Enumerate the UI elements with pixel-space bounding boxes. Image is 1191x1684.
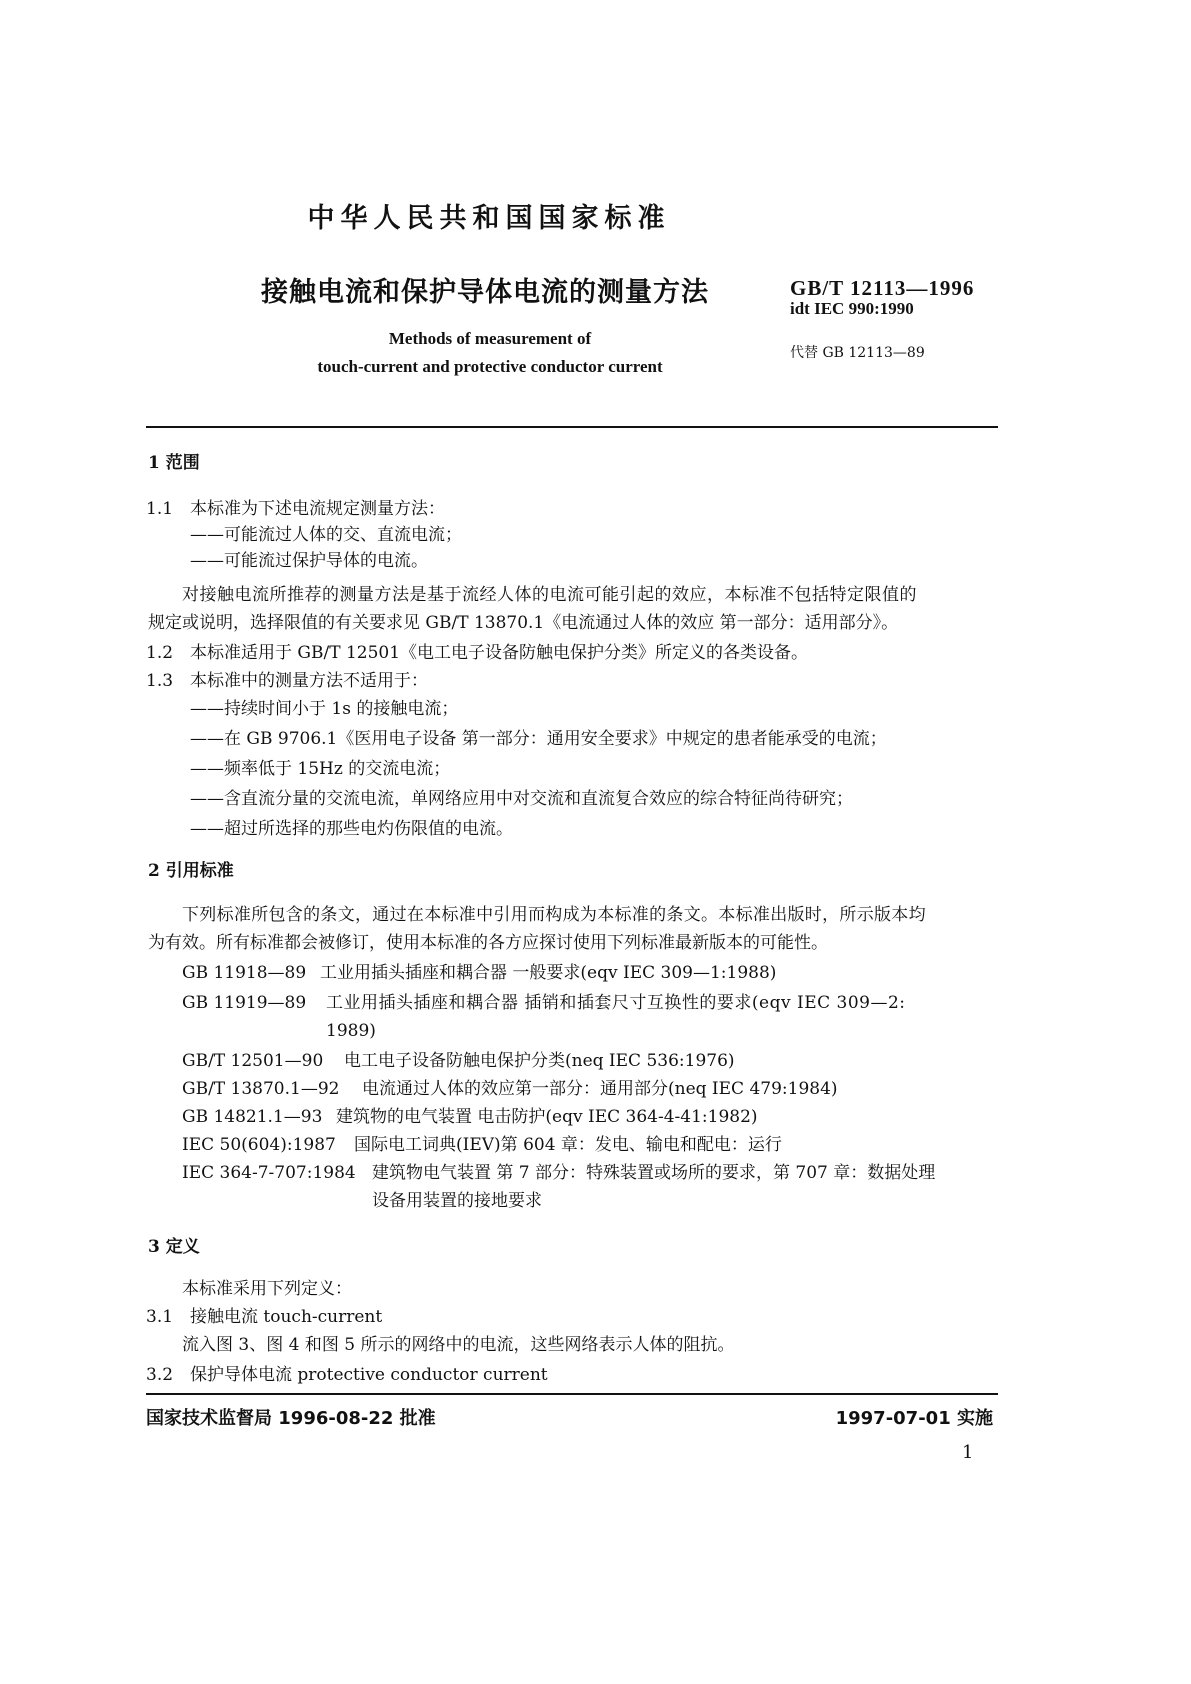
clause-1-3-item: ——频率低于 15Hz 的交流电流； <box>190 759 451 779</box>
approval-date: 国家技术监督局 1996-08-22 批准 <box>146 1408 436 1429</box>
paragraph-line: 规定或说明，选择限值的有关要求见 GB/T 13870.1《电流通过人体的效应 第一部分：适用部分》。 <box>148 613 899 633</box>
clause-1-3-text: 本标准中的测量方法不适用于： <box>190 671 428 691</box>
clause-3-2-term: 保护导体电流 protective conductor current <box>190 1365 548 1385</box>
header-divider <box>146 426 998 428</box>
document-title-cn: 接触电流和保护导体电流的测量方法 <box>261 277 709 308</box>
ref-text: 建筑物的电气装置 电击防护(eqv IEC 364-4-41:1982) <box>336 1107 758 1127</box>
section-3-intro: 本标准采用下列定义： <box>182 1279 352 1299</box>
clause-1-1-number: 1.1 <box>146 499 174 519</box>
section-1-heading: 1 范围 <box>148 453 200 473</box>
footer-divider <box>146 1393 998 1395</box>
paragraph-line: 对接触电流所推荐的测量方法是基于流经人体的电流可能引起的效应，本标准不包括特定限值的 <box>182 585 917 605</box>
clause-1-1-text: 本标准为下述电流规定测量方法： <box>190 499 445 519</box>
effective-date: 1997-07-01 实施 <box>835 1408 993 1429</box>
ref-text: 工业用插头插座和耦合器 一般要求(eqv IEC 309—1:1988) <box>320 963 777 983</box>
section-3-heading: 3 定义 <box>148 1237 200 1257</box>
ref-text: 电流通过人体的效应第一部分：通用部分(neq IEC 479:1984) <box>362 1079 838 1099</box>
ref-code: IEC 50(604):1987 <box>182 1135 336 1155</box>
idt-reference: idt IEC 990:1990 <box>790 299 914 318</box>
ref-text: 设备用装置的接地要求 <box>372 1191 542 1211</box>
paragraph-line: 下列标准所包含的条文，通过在本标准中引用而构成为本标准的条文。本标准出版时，所示版本均 <box>182 905 926 925</box>
clause-1-3-item: ——含直流分量的交流电流，单网络应用中对交流和直流复合效应的综合特征尚待研究； <box>190 789 853 809</box>
ref-code: IEC 364-7-707:1984 <box>182 1163 356 1183</box>
clause-1-3-item: ——持续时间小于 1s 的接触电流； <box>190 699 459 719</box>
section-2-heading: 2 引用标准 <box>148 861 234 881</box>
replaces-reference: 代替 GB 12113—89 <box>790 345 925 361</box>
clause-1-1-item: ——可能流过人体的交、直流电流； <box>190 525 462 545</box>
ref-code: GB/T 13870.1—92 <box>182 1079 340 1099</box>
ref-text: 电工电子设备防触电保护分类(neq IEC 536:1976) <box>344 1051 735 1071</box>
clause-1-3-item: ——在 GB 9706.1《医用电子设备 第一部分：通用安全要求》中规定的患者能承受的电流； <box>190 729 887 749</box>
clause-3-2-number: 3.2 <box>146 1365 174 1385</box>
ref-code: GB/T 12501—90 <box>182 1051 324 1071</box>
ref-code: GB 14821.1—93 <box>182 1107 323 1127</box>
page-number: 1 <box>962 1442 974 1463</box>
clause-1-2-number: 1.2 <box>146 643 174 663</box>
ref-text: 国际电工词典(IEV)第 604 章：发电、输电和配电：运行 <box>354 1135 782 1155</box>
paragraph-line: 为有效。所有标准都会被修订，使用本标准的各方应探讨使用下列标准最新版本的可能性。 <box>148 933 828 953</box>
clause-1-1-item: ——可能流过保护导体的电流。 <box>190 551 428 571</box>
standard-code: GB/T 12113—1996 <box>790 276 975 300</box>
clause-1-3-item: ——超过所选择的那些电灼伤限值的电流。 <box>190 819 513 839</box>
ref-code: GB 11918—89 <box>182 963 307 983</box>
document-title-en-line1: Methods of measurement of <box>388 329 592 348</box>
ref-text: 1989) <box>326 1021 376 1041</box>
national-standard-heading: 中华人民共和国国家标准 <box>307 203 671 234</box>
clause-3-1-term: 接触电流 touch-current <box>190 1307 383 1327</box>
ref-code: GB 11919—89 <box>182 993 307 1013</box>
document-title-en-line2: touch-current and protective conductor current <box>317 357 663 376</box>
ref-text: 工业用插头插座和耦合器 插销和插套尺寸互换性的要求(eqv IEC 309—2: <box>326 993 906 1013</box>
clause-1-2-text: 本标准适用于 GB/T 12501《电工电子设备防触电保护分类》所定义的各类设备。 <box>190 643 809 663</box>
clause-3-1-definition: 流入图 3、图 4 和图 5 所示的网络中的电流，这些网络表示人体的阻抗。 <box>182 1335 735 1355</box>
clause-3-1-number: 3.1 <box>146 1307 174 1327</box>
ref-text: 建筑物电气装置 第 7 部分：特殊装置或场所的要求，第 707 章：数据处理 <box>372 1163 936 1183</box>
clause-1-3-number: 1.3 <box>146 671 174 691</box>
